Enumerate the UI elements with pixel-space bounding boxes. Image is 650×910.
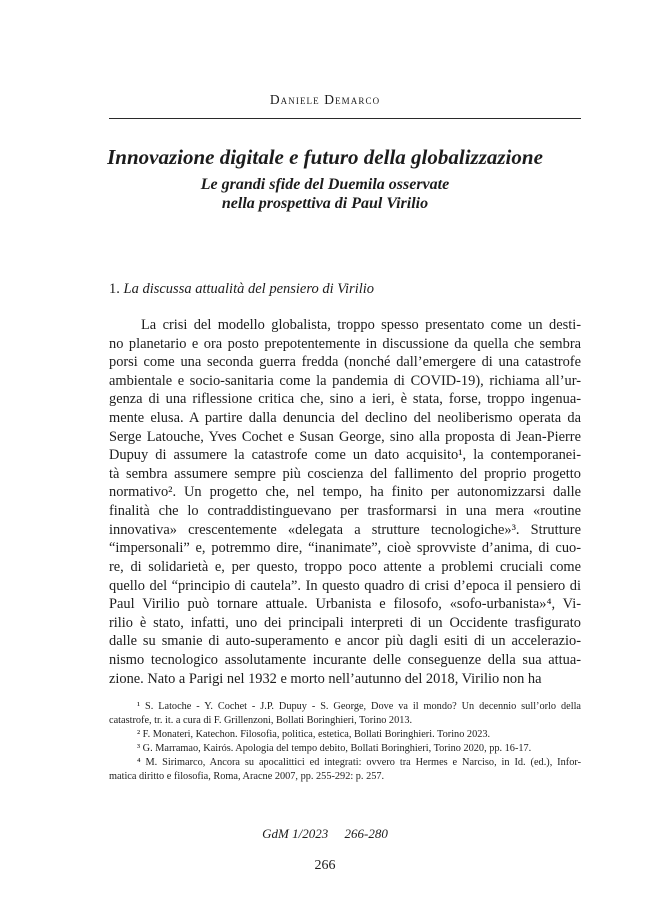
journal-reference: GdM 1/2023 266-280 [262,826,388,841]
page-number: 266 [314,858,336,873]
body-line: zione. Nato a Parigi nel 1932 e morto nell’autunno del 2018, Virilio non ha [109,670,542,687]
section-title: La discussa attualità del pensiero di Virilio [123,281,375,297]
body-line: Serge Latouche, Yves Cochet e Susan George, sino alla proposta di Jean-Pierre [109,428,581,445]
body-line: re, di solidarietà e, per questo, troppo poco attente a problemi cruciali come [109,558,581,575]
body-line: genza di una riflessione critica che, sino a ieri, è stata, forse, troppo ingenua- [109,391,581,408]
body-line: no planetario e ora posto prepotentemente in discussione da quella che sembra [109,335,581,352]
body-line: finalità che lo contraddistinguevano per trasformarsi in una mera «routine [109,503,581,520]
body-line: La crisi del modello globalista, troppo spesso presentato come un desti- [141,317,581,333]
body-line: Dupuy di assumere la catastrofe come un dato acquisito¹, la contemporanei- [109,447,581,464]
body-line: quello del “principio di cautela”. In questo quadro di crisi d’epoca il pensiero di [109,577,581,594]
body-line: innovativa» crescentemente «delegata a strutture tecnologiche»³. Strutture [109,521,581,538]
footnote-line: ¹ S. Latoche - Y. Cochet - J.P. Dupuy - S. George, Dove va il mondo? Un decennio sull’orlo della [137,701,581,712]
body-line: ambientale e socio-sanitaria come la pandemia di COVID-19), richiama all’ur- [109,372,581,389]
article-subtitle [0,175,650,213]
header-rule [109,118,581,119]
body-line: rilio è stato, infatti, uno dei principali interpreti di un Occidente trasfigurato [109,614,581,631]
body-paragraph [109,316,581,688]
subtitle-line: Le grandi sfide del Duemila osservate [200,176,450,193]
footnote-line: matica diritto e filosofia, Roma, Aracne 2007, pp. 255-292: p. 257. [109,771,385,782]
body-line: porsi come una seconda guerra fredda (nonché dall’emergere di una catastrofe [109,354,581,371]
body-line: Paul Virilio può tornare attuale. Urbanista e filosofo, «sofo-urbanista»⁴, Vi- [109,596,581,613]
running-header-author: Daniele Demarco [269,92,381,107]
body-line: “impersonali” e, potremmo dire, “inanimate”, cioè sprovviste d’anima, di cuo- [109,540,581,557]
footnote-line: ³ G. Marramao, Kairós. Apologia del tempo debito, Bollati Boringhieri, Torino 2020, pp. 16-17. [137,743,532,754]
body-line: nismo tecnologico assolutamente incurante delle conseguenze della sua attua- [109,651,581,668]
section-number: 1. [109,281,124,297]
footnote-line: ⁴ M. Sirimarco, Ancora su apocalittici ed integrati: ovvero tra Hermes e Narciso, in Id. (ed.), Infor- [137,757,581,768]
body-line: tà sembra assumere sempre più coscienza del fallimento del proprio progetto [109,465,581,482]
body-line: mente elusa. A partire dalla denuncia del declino del neoliberismo operata da [109,410,581,427]
footnotes [109,700,581,784]
section-heading [109,280,581,298]
footnote-line: catastrofe, tr. it. a cura di F. Grillenzoni, Bollati Boringhieri, Torino 2013. [109,715,413,726]
body-line: dalle su smanie di auto-superamento e ancor più dagli esiti di un accelerazio- [109,633,581,650]
body-line: normativo². Un progetto che, nel tempo, ha finito per autonomizzarsi dalle [109,484,581,501]
footnote-line: ² F. Monateri, Katechon. Filosofia, politica, estetica, Bollati Boringhieri. Torino 2023. [137,729,491,740]
subtitle-line: nella prospettiva di Paul Virilio [221,195,429,212]
article-title: Innovazione digitale e futuro della globalizzazione [107,145,543,169]
